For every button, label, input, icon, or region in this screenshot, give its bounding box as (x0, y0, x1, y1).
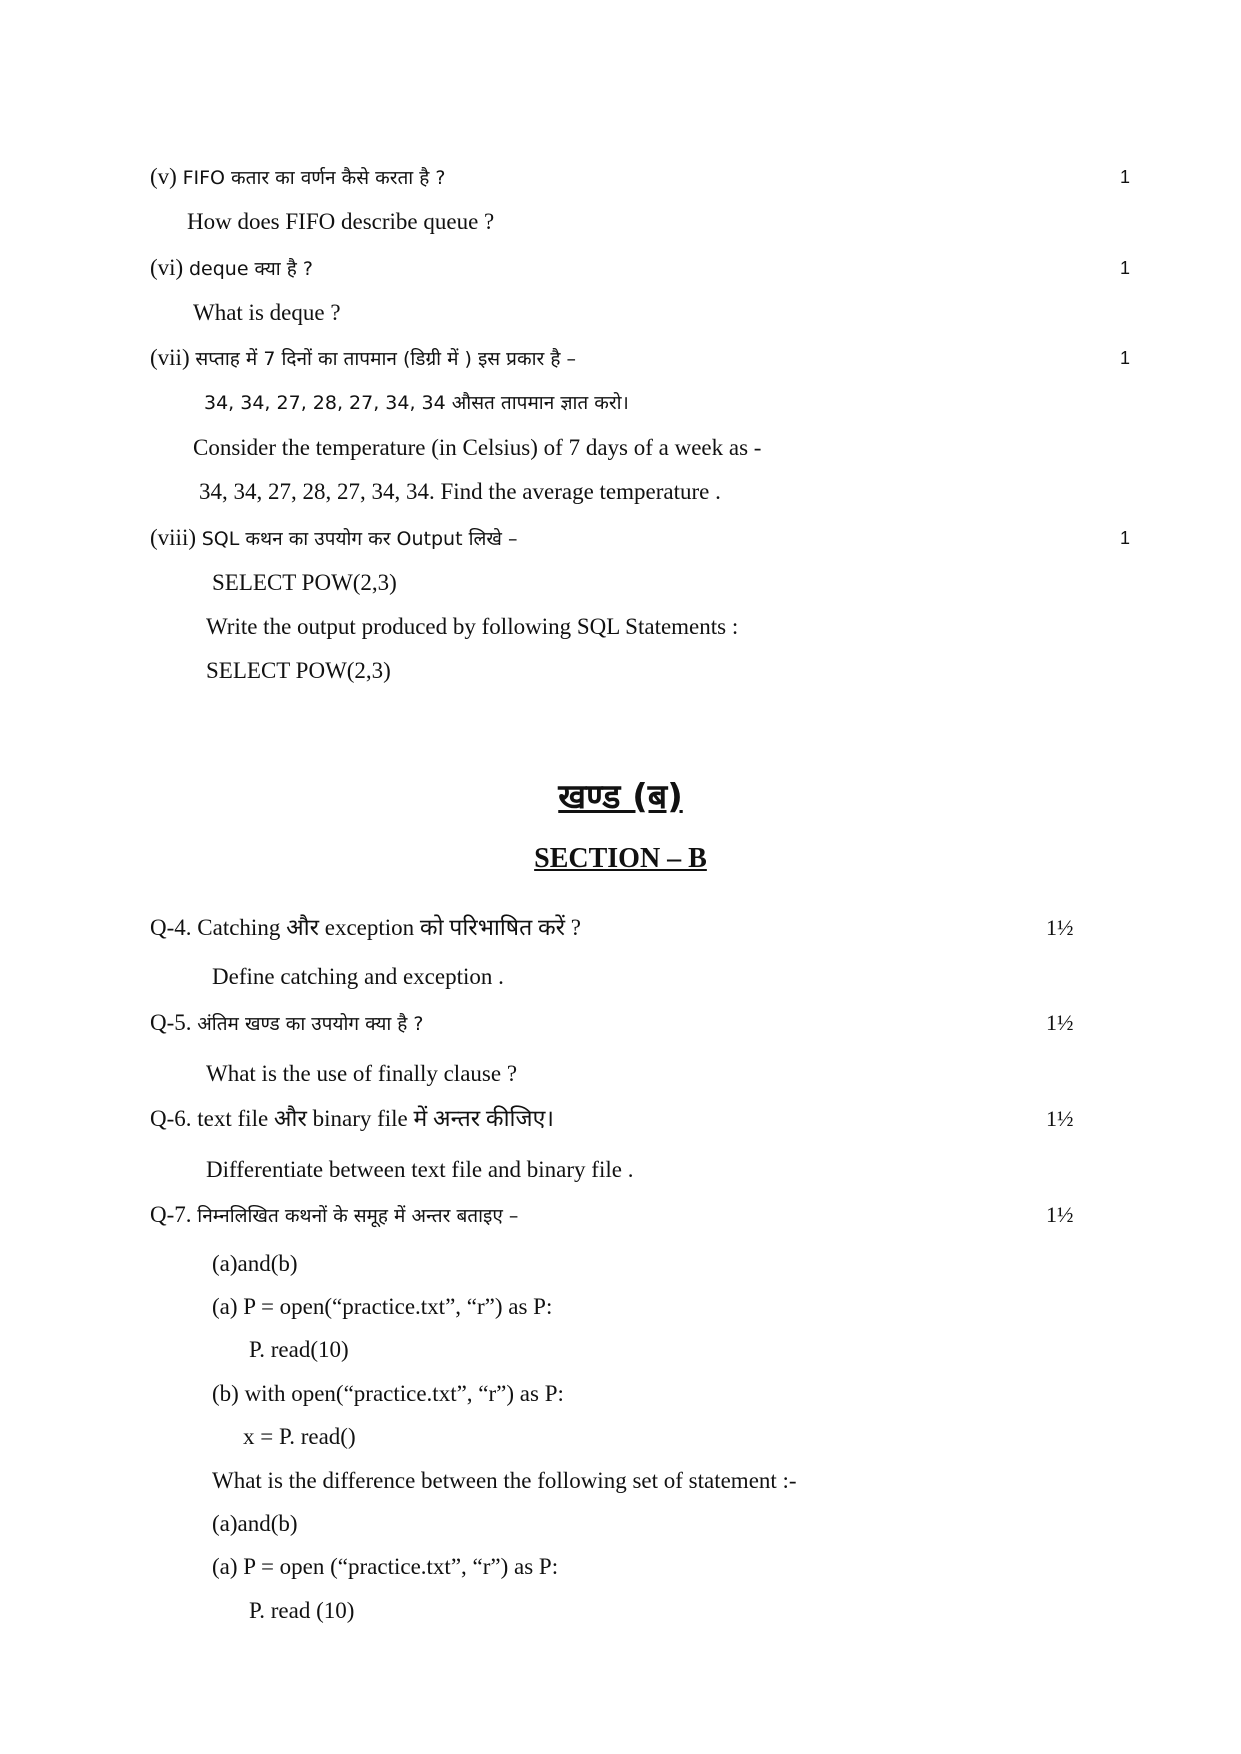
question-hindi: सप्ताह में 7 दिनों का तापमान (डिग्री में ) इस प्रकार है – (195, 348, 576, 370)
question-v (150, 163, 445, 192)
section-heading-english: SECTION – B (534, 843, 707, 874)
question-english: How does FIFO describe queue ? (187, 209, 495, 234)
question-viii (150, 524, 517, 553)
question-mark: 1 (1120, 528, 1131, 548)
question-english: What is deque ? (193, 300, 341, 325)
question-mark: 1½ (1046, 1010, 1074, 1035)
question-q5 (150, 1009, 424, 1038)
code-line: P. read (10) (249, 1598, 355, 1623)
code-line: x = P. read() (243, 1424, 356, 1449)
question-hindi: SQL कथन का उपयोग कर Output लिखे – (201, 528, 518, 550)
question-hindi-cont: 34, 34, 27, 28, 27, 34, 34 औसत तापमान ज्ञात करो। (204, 392, 629, 414)
question-mark: 1½ (1046, 1106, 1074, 1131)
question-number: Q-6. (150, 1106, 192, 1131)
question-english: What is the use of finally clause ? (206, 1061, 518, 1086)
question-hindi: Catching और exception को परिभाषित करें ? (197, 915, 581, 940)
sql-code: SELECT POW(2,3) (206, 658, 391, 683)
question-hindi: text file और binary file में अन्तर कीजिए। (197, 1106, 555, 1131)
question-number: (viii) (150, 525, 196, 550)
question-number: Q-5. (150, 1010, 192, 1035)
question-vii (150, 344, 576, 373)
code-line: (b) with open(“practice.txt”, “r”) as P: (212, 1381, 564, 1406)
question-number: (vii) (150, 345, 190, 370)
question-english: Consider the temperature (in Celsius) of 7 days of a week as - (193, 435, 762, 460)
question-mark: 1 (1120, 348, 1131, 368)
code-line: (a) P = open (“practice.txt”, “r”) as P: (212, 1554, 559, 1579)
code-line: (a) P = open(“practice.txt”, “r”) as P: (212, 1294, 553, 1319)
question-hindi: deque क्या है ? (188, 258, 313, 280)
section-heading-hindi: खण्ड (ब) (558, 777, 683, 817)
question-mark: 1 (1120, 258, 1131, 278)
question-hindi: निम्नलिखित कथनों के समूह में अन्तर बताइए – (197, 1205, 519, 1227)
question-q7 (150, 1201, 518, 1230)
question-q6 (150, 1105, 554, 1133)
question-vi (150, 254, 313, 283)
question-english: Define catching and exception . (212, 964, 504, 989)
question-number: Q-7. (150, 1202, 192, 1227)
sql-code: SELECT POW(2,3) (212, 570, 397, 595)
question-english-cont: 34, 34, 27, 28, 27, 34, 34. Find the average temperature . (199, 479, 721, 504)
question-mark: 1½ (1046, 1202, 1074, 1227)
question-number: Q-4. (150, 915, 192, 940)
question-q4 (150, 914, 581, 942)
question-number: (v) (150, 164, 177, 189)
question-number: (vi) (150, 255, 184, 280)
question-mark: 1½ (1046, 915, 1074, 940)
question-hindi: अंतिम खण्ड का उपयोग क्या है ? (197, 1013, 424, 1035)
question-english: Write the output produced by following SQL Statements : (206, 614, 739, 639)
code-line: (a)and(b) (212, 1511, 298, 1536)
question-mark: 1 (1120, 167, 1131, 187)
question-english: Differentiate between text file and binary file . (206, 1157, 634, 1182)
question-english: What is the difference between the following set of statement :- (212, 1468, 797, 1493)
question-hindi: FIFO कतार का वर्णन कैसे करता है ? (182, 167, 446, 189)
code-line: (a)and(b) (212, 1251, 298, 1276)
code-line: P. read(10) (249, 1337, 349, 1362)
